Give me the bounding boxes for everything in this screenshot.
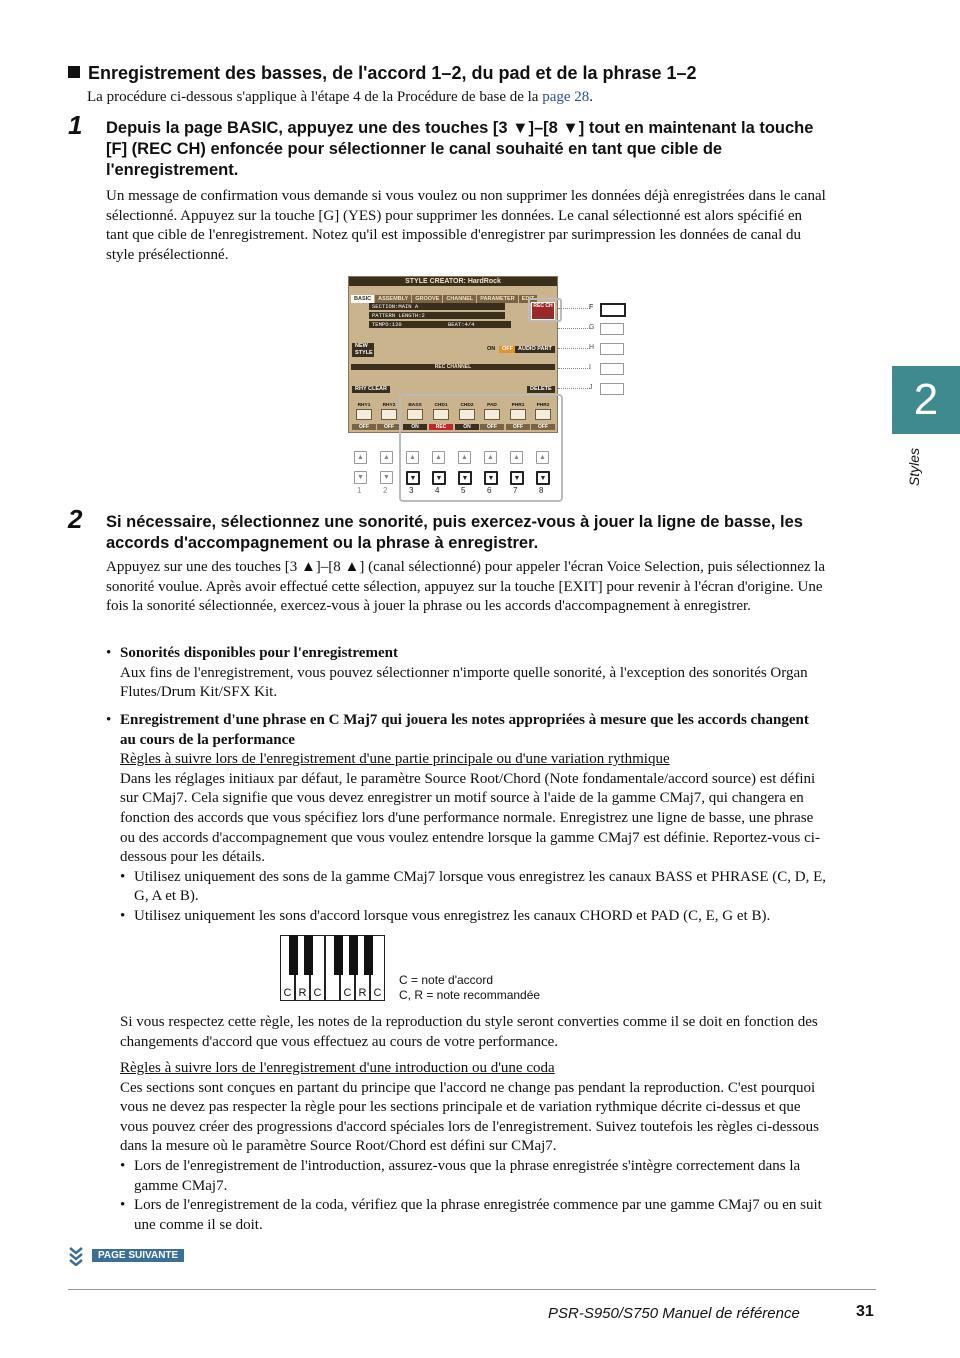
chapter-label: Styles <box>906 448 922 487</box>
off-label: OFF <box>499 346 516 353</box>
button-number-8: 8 <box>539 486 544 495</box>
chevrons-down-icon <box>68 1246 88 1266</box>
down-button-2[interactable]: ▼ <box>380 471 393 484</box>
down-button-6[interactable]: ▼ <box>484 471 498 485</box>
leader-line <box>558 308 590 309</box>
up-button-5[interactable]: ▲ <box>458 451 471 464</box>
rule1-bullet1: • Utilisez uniquement des sons de la gamme CMaj7 lorsque vous enregistrez les canaux BASS et PHRASE (C, D, E, G, A et B). <box>120 868 826 907</box>
tab-channel[interactable]: CHANNEL <box>443 295 476 303</box>
step1-body: Un message de confirmation vous demande si vous voulez ou non supprimer les données déjà enregistrées dans le canal sélectionné. Appuyez sur la touche [G] (YES) pour supprimer les données. Le canal sélectionné est alors spécifié en tant que cible de l'enregistrement. Notez qu'il est impossible d'enregistrer par surimpression les données de canal du style présélectionné. <box>106 188 826 263</box>
button-label-j: J <box>589 384 593 391</box>
rhy-clear-button[interactable]: RHY CLEAR <box>352 386 390 393</box>
button-number-2: 2 <box>383 486 388 495</box>
lcd-tempo: TEMPO:120 <box>369 321 445 328</box>
step1-heading: Depuis la page BASIC, appuyez une des touches [3 ▼]–[8 ▼] tout en maintenant la touche [F] (REC CH) enfoncée pour sélectionner le canal souhaité en tant que cible de l'enregistrement. <box>106 119 814 179</box>
rule2-bullet2: • Lors de l'enregistrement de la coda, vérifiez que la phrase enregistrée commence par une gamme CMaj7 ou en suit une comme il se doit. <box>120 1196 826 1235</box>
rec-ch-highlight <box>528 298 562 322</box>
rule2-bullet1: • Lors de l'enregistrement de l'introduction, assurez-vous que la phrase enregistrée s'intègre correctement dans la gamme CMaj7. <box>120 1157 826 1196</box>
next-page-link[interactable] <box>68 1246 179 1271</box>
up-button-2[interactable]: ▲ <box>380 451 393 464</box>
piano-key: C <box>340 935 355 1001</box>
lcd-beat: BEAT:4/4 <box>445 321 511 328</box>
down-button-8[interactable]: ▼ <box>536 471 550 485</box>
next-page-badge: PAGE SUIVANTE <box>92 1249 184 1262</box>
bullet1-title: Sonorités disponibles pour l'enregistrement <box>120 645 398 661</box>
down-button-3[interactable]: ▼ <box>406 471 420 485</box>
step2-heading: Si nécessaire, sélectionnez une sonorité, puis exercez-vous à jouer la ligne de basse, les accords d'accompagnement ou la phrase à enregistrer. <box>106 513 803 552</box>
lcd-section: SECTION:MAIN A <box>369 303 505 310</box>
bullet2-title: Enregistrement d'une phrase en C Maj7 qui jouera les notes appropriées à mesure que les accords changent au cours de la performance <box>120 712 809 748</box>
leader-line <box>558 368 590 369</box>
chapter-tab[interactable]: 2 <box>892 366 960 434</box>
rule2-block <box>120 1059 826 1235</box>
after-piano-text: Si vous respectez cette règle, les notes de la reproduction du style seront converties comme il se doit en fonction des changements d'accord que vous effectuez au cours de votre performance. <box>120 1014 818 1050</box>
down-button-4[interactable]: ▼ <box>432 471 446 485</box>
bullet-cmaj7 <box>106 711 826 927</box>
g-button[interactable] <box>600 323 624 335</box>
piano-key: C <box>310 935 325 1001</box>
rule2-body: Ces sections sont conçues en partant du principe que l'accord ne change pas pendant la reproduction. C'est pourquoi vous ne devez pas respecter la règle pour les sections principale et de variation rythmique décrite ci-dessus et que vous pouvez créer des progressions d'accord spéciales lors de l'enregistrement. Suivez toutefois les règles ci-dessous dans la mesure où le paramètre Source Root/Chord est défini sur CMaj7. <box>120 1079 819 1155</box>
button-number-7: 7 <box>513 486 518 495</box>
button-number-5: 5 <box>461 486 466 495</box>
bullet-voices <box>106 644 826 703</box>
up-button-3[interactable]: ▲ <box>406 451 419 464</box>
channel-rhy1[interactable]: RHY1 OFF <box>352 403 376 423</box>
page-link[interactable]: page 28 <box>542 89 590 105</box>
piano-black-key <box>289 935 298 975</box>
leader-line <box>558 348 590 349</box>
channel-icon <box>381 409 397 420</box>
channel-pad[interactable]: PAD OFF <box>480 403 504 423</box>
legend-chord-note: C = note d'accord <box>399 973 494 987</box>
down-button-5[interactable]: ▼ <box>458 471 472 485</box>
delete-button[interactable]: DELETE <box>527 386 555 393</box>
piano-black-key <box>304 935 313 975</box>
button-label-i: I <box>589 364 591 371</box>
tab-parameter[interactable]: PARAMETER <box>477 295 517 303</box>
channel-rhy2[interactable]: RHY2 OFF <box>377 403 401 423</box>
rule1-body: Dans les réglages initiaux par défaut, le paramètre Source Root/Chord (Note fondamentale/accord source) est défini sur CMaj7. Cela signifie que vous devez enregistrer un motif source à l'aide de la gamme CMaj7, qui changera en fonction des accords que vous spécifiez lors d'une performance normale. Enregistrez une ligne de basse, une phrase ou des accords d'accompagnement que vous voulez entendre lorsque la gamme CMaj7 est définie. Reportez-vous ci-dessous pour les détails. <box>120 770 820 866</box>
rec-channel-bar: REC CHANNEL <box>351 364 555 370</box>
step-number-1: 1 <box>68 110 83 140</box>
step2-body: Appuyez sur une des touches [3 ▲]–[8 ▲] (canal sélectionné) pour appeler l'écran Voice Selection, puis sélectionnez la sonorité voulue. Après avoir effectué cette sélection, appuyez sur la touche [EXIT] pour revenir à l'écran d'origine. Une fois la sonorité sélectionnée, exercez-vous à jouer la phrase ou les accords d'accompagnement à enregistrer. <box>106 559 826 615</box>
new-style-button[interactable]: NEW STYLE <box>352 343 374 357</box>
lcd-title: STYLE CREATOR: HardRock <box>349 277 557 286</box>
up-button-6[interactable]: ▲ <box>484 451 497 464</box>
piano-key: C <box>280 935 295 1001</box>
square-bullet-icon <box>68 66 80 78</box>
leader-line <box>558 388 590 389</box>
tab-edit[interactable]: EDIT <box>519 295 538 303</box>
down-button-7[interactable]: ▼ <box>510 471 524 485</box>
section-heading: Enregistrement des basses, de l'accord 1–2, du pad et de la phrase 1–2 <box>68 63 697 84</box>
channel-chd1[interactable]: CHD1 REC <box>429 403 453 423</box>
up-button-4[interactable]: ▲ <box>432 451 445 464</box>
rule1-bullet2: • Utilisez uniquement les sons d'accord lorsque vous enregistrez les canaux CHORD et PAD (C, E, G et B). <box>120 907 826 927</box>
tab-basic[interactable]: BASIC <box>351 295 374 303</box>
up-button-8[interactable]: ▲ <box>536 451 549 464</box>
tab-assembly[interactable]: ASSEMBLY <box>375 295 411 303</box>
piano-key: R <box>295 935 310 1001</box>
up-button-7[interactable]: ▲ <box>510 451 523 464</box>
piano-black-key <box>334 935 343 975</box>
channel-phr1[interactable]: PHR1 OFF <box>506 403 530 423</box>
bullet1-body: Aux fins de l'enregistrement, vous pouvez sélectionner n'importe quelle sonorité, à l'exception des sonorités Organ Flutes/Drum Kit/SFX Kit. <box>120 664 808 701</box>
f-button[interactable] <box>600 303 626 317</box>
up-button-1[interactable]: ▲ <box>354 451 367 464</box>
button-label-f: F <box>589 304 594 311</box>
step-number-2: 2 <box>68 504 83 534</box>
footer-title: PSR-S950/S750 Manuel de référence <box>548 1305 800 1322</box>
button-number-4: 4 <box>435 486 440 495</box>
page-number: 31 <box>856 1303 874 1320</box>
leader-line <box>558 328 590 329</box>
tab-groove[interactable]: GROOVE <box>412 295 442 303</box>
piano-legend <box>399 973 540 1003</box>
intro-text: La procédure ci-dessous s'applique à l'étape 4 de la Procédure de base de la page 28. <box>87 89 594 105</box>
lcd-pattern-length: PATTERN LENGTH:2 <box>369 312 505 319</box>
on-label: ON <box>487 346 496 352</box>
piano-black-key <box>364 935 373 975</box>
button-number-6: 6 <box>487 486 492 495</box>
button-number-3: 3 <box>409 486 414 495</box>
channel-chd2[interactable]: CHD2 ON <box>455 403 479 423</box>
legend-recommended-note: C, R = note recommandée <box>399 988 541 1002</box>
audio-part-button[interactable]: AUDIO PART <box>515 346 555 353</box>
rule1-title: Règles à suivre lors de l'enregistrement d'une partie principale ou d'une variation rythmique <box>120 751 670 768</box>
button-label-g: G <box>589 324 595 331</box>
rule2-title: Règles à suivre lors de l'enregistrement d'une introduction ou d'une coda <box>120 1060 555 1076</box>
h-button[interactable] <box>600 343 624 355</box>
piano-black-key <box>349 935 358 975</box>
button-number-1: 1 <box>357 486 362 495</box>
footer-divider <box>68 1289 876 1290</box>
i-button[interactable] <box>600 363 624 375</box>
piano-keyboard <box>280 935 388 1003</box>
button-label-h: H <box>589 344 595 351</box>
j-button[interactable] <box>600 383 624 395</box>
lcd-tabs <box>351 287 555 302</box>
piano-key: C <box>370 935 385 1001</box>
down-button-1[interactable]: ▼ <box>354 471 367 484</box>
piano-key: R <box>355 935 370 1001</box>
rec-ch-button[interactable]: REC CH <box>531 302 555 320</box>
channel-bass[interactable]: BASS ON <box>403 403 427 423</box>
channel-icon <box>356 409 372 420</box>
channel-phr2[interactable]: PHR2 OFF <box>531 403 555 423</box>
